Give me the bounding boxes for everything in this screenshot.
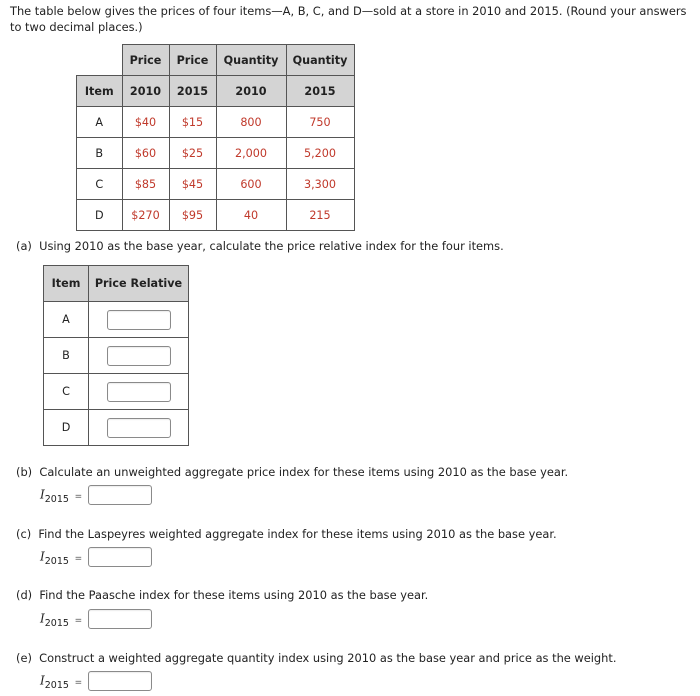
table-row [77,200,355,231]
price-2010-cell: $40 [122,107,169,138]
part-a-text: Using 2010 as the base year, calculate the price relative index for the four items. [39,239,504,253]
header-year: 2010 [216,76,286,107]
part-d-question [16,588,428,602]
quantity-2015-cell: 215 [286,200,354,231]
index-subscript: 2015 [44,555,69,567]
part-b-question [16,465,568,479]
answer-cell [89,338,189,374]
header-quantity: Quantity [216,45,286,76]
item-cell: C [44,374,89,410]
price-2015-cell: $15 [169,107,216,138]
header-year: 2015 [286,76,354,107]
table-corner-blank [77,45,123,76]
part-e-label: (e) [16,651,32,665]
unweighted-index-input[interactable] [88,485,152,505]
item-cell: A [44,302,89,338]
part-e-answer-line [40,671,152,691]
table-row [77,169,355,200]
price-2010-cell: $60 [122,138,169,169]
quantity-2010-cell: 40 [216,200,286,231]
price-relative-table [43,265,189,446]
index-subscript: 2015 [44,617,69,629]
item-cell: B [44,338,89,374]
header-price-relative: Price Relative [89,266,189,302]
price-2015-cell: $95 [169,200,216,231]
item-cell: A [77,107,123,138]
item-cell: C [77,169,123,200]
equals-sign: = [74,677,83,688]
paasche-index-input[interactable] [88,609,152,629]
quantity-2015-cell: 5,200 [286,138,354,169]
header-quantity: Quantity [286,45,354,76]
part-b-text: Calculate an unweighted aggregate price index for these items using 2010 as the base year. [39,465,569,479]
part-c-text: Find the Laspeyres weighted aggregate index for these items using 2010 as the base year. [38,527,557,541]
problem-intro: The table below gives the prices of four items—A, B, C, and D—sold at a store in 2010 and 2015. (Round your answers to two decimal places.) [10,4,687,34]
price-relative-input-d[interactable] [107,418,171,438]
answer-cell [89,302,189,338]
table-row [44,338,189,374]
quantity-2015-cell: 3,300 [286,169,354,200]
price-2010-cell: $270 [122,200,169,231]
item-cell: D [44,410,89,446]
header-year: 2010 [122,76,169,107]
price-2015-cell: $25 [169,138,216,169]
part-c-question [16,527,557,541]
equals-sign: = [74,553,83,564]
quantity-2010-cell: 800 [216,107,286,138]
price-relative-input-a[interactable] [107,310,171,330]
header-item: Item [44,266,89,302]
header-item: Item [77,76,123,107]
table-row [44,302,189,338]
part-e-text: Construct a weighted aggregate quantity index using 2010 as the base year and price as the weight. [39,651,617,665]
answer-cell [89,410,189,446]
price-relative-input-b[interactable] [107,346,171,366]
part-d-label: (d) [16,588,33,602]
quantity-2010-cell: 600 [216,169,286,200]
part-d-text: Find the Paasche index for these items using 2010 as the base year. [39,588,429,602]
item-cell: D [77,200,123,231]
header-year: 2015 [169,76,216,107]
answer-cell [89,374,189,410]
price-2015-cell: $45 [169,169,216,200]
price-quantity-table [76,44,355,231]
laspeyres-index-input[interactable] [88,547,152,567]
quantity-2010-cell: 2,000 [216,138,286,169]
quantity-2015-cell: 750 [286,107,354,138]
part-b-label: (b) [16,465,33,479]
equals-sign: = [74,491,83,502]
index-symbol: I [40,487,45,502]
table-row [77,107,355,138]
index-symbol: I [40,673,45,688]
table-row [44,410,189,446]
table-row [44,374,189,410]
price-relative-input-c[interactable] [107,382,171,402]
index-symbol: I [40,611,45,626]
quantity-index-input[interactable] [88,671,152,691]
part-b-answer-line [40,485,152,505]
item-cell: B [77,138,123,169]
header-price: Price [122,45,169,76]
part-c-label: (c) [16,527,32,541]
price-2010-cell: $85 [122,169,169,200]
index-symbol: I [40,549,45,564]
part-d-answer-line [40,609,152,629]
index-subscript: 2015 [44,679,69,691]
equals-sign: = [74,615,83,626]
part-a-question [16,239,504,253]
header-price: Price [169,45,216,76]
part-c-answer-line [40,547,152,567]
index-subscript: 2015 [44,493,69,505]
table-row [77,138,355,169]
part-e-question [16,651,616,665]
part-a-label: (a) [16,239,32,253]
